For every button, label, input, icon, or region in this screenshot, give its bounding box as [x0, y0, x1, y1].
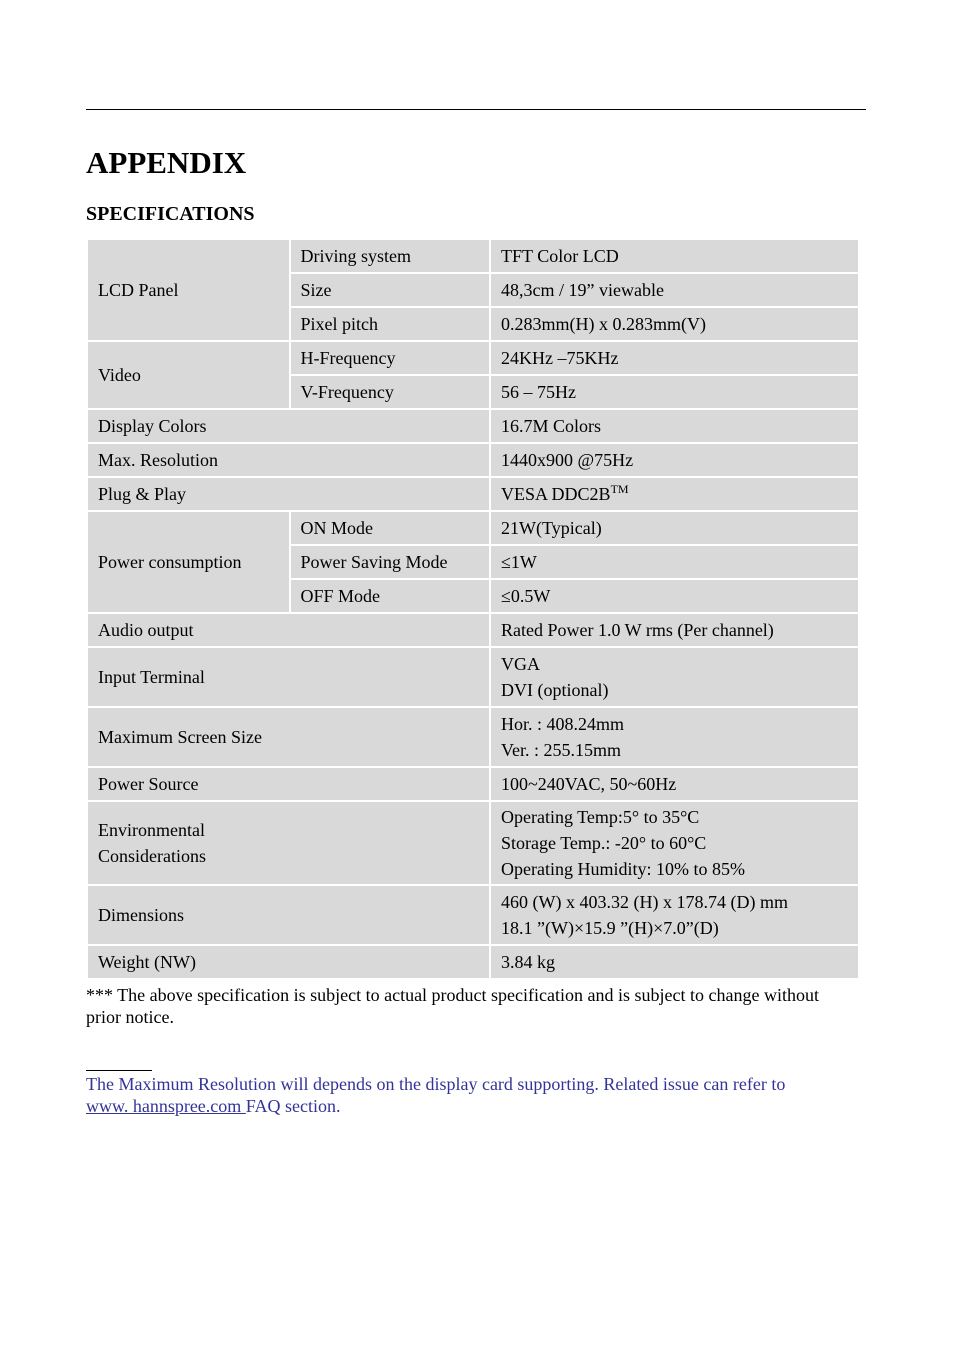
spec-label-power-source: Power Source	[88, 768, 489, 800]
spec-label-display-colors: Display Colors	[88, 410, 489, 442]
table-row	[88, 802, 858, 884]
spec-value-line: Storage Temp.: -20° to 60°C	[501, 833, 707, 853]
spec-sublabel: Size	[291, 274, 490, 306]
footnote-tail: FAQ section.	[245, 1096, 341, 1116]
spec-value-line: Ver. : 255.15mm	[501, 740, 622, 760]
footnote-text: The Maximum Resolution will depends on the display card supporting. Related issue can refer to	[86, 1074, 786, 1094]
spec-label-plug-play: Plug & Play	[88, 478, 489, 510]
spec-sublabel: Driving system	[291, 240, 490, 272]
spec-value: 16.7M Colors	[491, 410, 858, 442]
spec-label-line: Environmental	[98, 820, 205, 840]
spec-sublabel: OFF Mode	[291, 580, 490, 612]
table-row	[88, 614, 858, 646]
spec-label-max-resolution: Max. Resolution	[88, 444, 489, 476]
header-rule	[86, 109, 866, 110]
spec-value: 21W(Typical)	[491, 512, 858, 544]
table-row	[88, 768, 858, 800]
spec-label-power-consumption: Power consumption	[88, 512, 289, 612]
spec-value	[491, 802, 858, 884]
spec-value: 24KHz –75KHz	[491, 342, 858, 374]
spec-label-weight: Weight (NW)	[88, 946, 489, 978]
footnote	[86, 1073, 866, 1117]
spec-value	[491, 886, 858, 944]
spec-value: 56 – 75Hz	[491, 376, 858, 408]
spec-value: 0.283mm(H) x 0.283mm(V)	[491, 308, 858, 340]
section-title: SPECIFICATIONS	[86, 203, 255, 225]
table-row	[88, 886, 858, 944]
spec-value-line: DVI (optional)	[501, 680, 609, 700]
spec-value	[491, 648, 858, 706]
table-row	[88, 708, 858, 766]
spec-value-line: Hor. : 408.24mm	[501, 714, 625, 734]
spec-value: ≤0.5W	[491, 580, 858, 612]
spec-sublabel: Power Saving Mode	[291, 546, 490, 578]
plug-play-value: VESA DDC2B	[501, 484, 611, 504]
page-title: APPENDIX	[86, 145, 247, 180]
spec-sublabel: ON Mode	[291, 512, 490, 544]
hannspree-link[interactable]: www. hannspree.com	[86, 1096, 246, 1116]
table-row	[88, 512, 858, 544]
table-row	[88, 410, 858, 442]
spec-value-line: 460 (W) x 403.32 (H) x 178.74 (D) mm	[501, 892, 788, 912]
spec-label-dimensions: Dimensions	[88, 886, 489, 944]
spec-value-line: VGA	[501, 654, 541, 674]
spec-sublabel: V-Frequency	[291, 376, 490, 408]
table-row	[88, 240, 858, 272]
spec-label-line: Considerations	[98, 846, 206, 866]
spec-value: 3.84 kg	[491, 946, 858, 978]
spec-label-video: Video	[88, 342, 289, 408]
spec-value	[491, 478, 858, 510]
table-row	[88, 648, 858, 706]
trademark-mark: TM	[610, 482, 629, 496]
spec-value: TFT Color LCD	[491, 240, 858, 272]
spec-label-input: Input Terminal	[88, 648, 489, 706]
spec-label-environment	[88, 802, 489, 884]
table-row	[88, 444, 858, 476]
spec-value-line: Operating Temp:5° to 35°C	[501, 807, 700, 827]
disclaimer-note: *** The above specification is subject to actual product specification and is subject to change without prior notice.	[86, 985, 819, 1027]
spec-value: 1440x900 @75Hz	[491, 444, 858, 476]
spec-sublabel: H-Frequency	[291, 342, 490, 374]
spec-label-audio: Audio output	[88, 614, 489, 646]
spec-value: 100~240VAC, 50~60Hz	[491, 768, 858, 800]
spec-table	[86, 238, 860, 980]
spec-value-line: Operating Humidity: 10% to 85%	[501, 859, 745, 879]
footnote-rule	[86, 1070, 152, 1071]
spec-label-screen-size: Maximum Screen Size	[88, 708, 489, 766]
table-row	[88, 946, 858, 978]
spec-value	[491, 708, 858, 766]
table-row	[88, 478, 858, 510]
spec-value: ≤1W	[491, 546, 858, 578]
spec-sublabel: Pixel pitch	[291, 308, 490, 340]
spec-value: Rated Power 1.0 W rms (Per channel)	[491, 614, 858, 646]
spec-value-line: 18.1 ”(W)×15.9 ”(H)×7.0”(D)	[501, 918, 719, 938]
spec-value: 48,3cm / 19” viewable	[491, 274, 858, 306]
spec-label-lcd-panel: LCD Panel	[88, 240, 289, 340]
table-row	[88, 342, 858, 374]
